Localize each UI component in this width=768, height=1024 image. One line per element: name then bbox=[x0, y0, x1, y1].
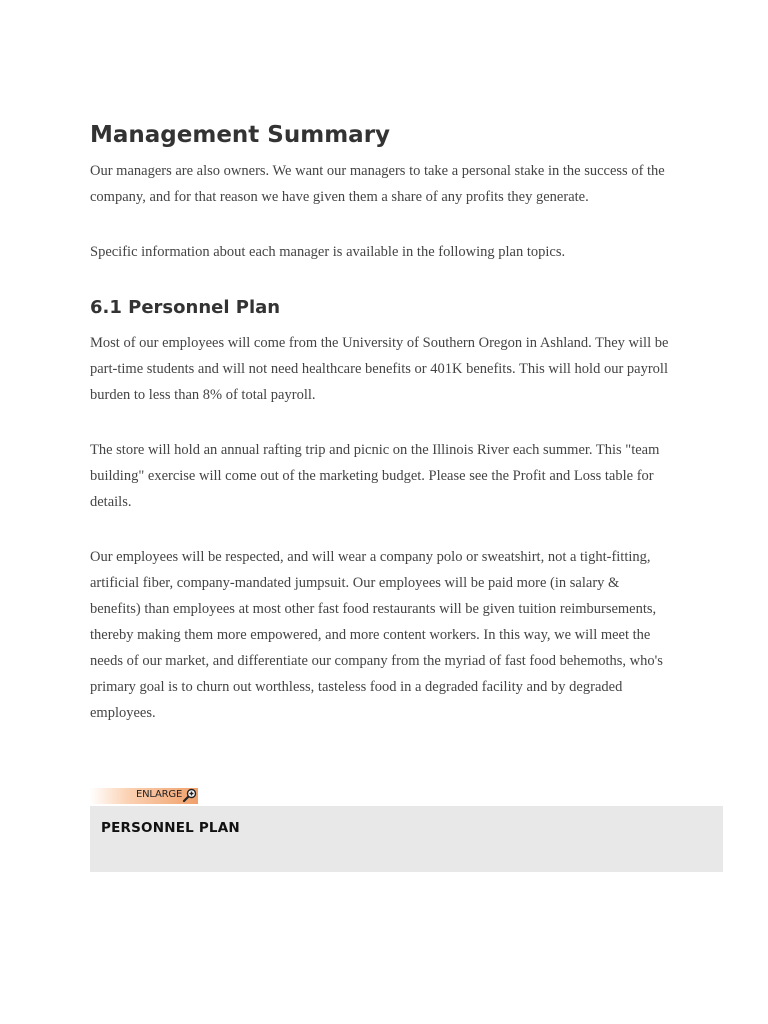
enlarge-button[interactable] bbox=[90, 788, 198, 804]
personnel-plan-table bbox=[90, 806, 723, 872]
subsection-paragraph: The store will hold an annual rafting trip and picnic on the Illinois River each summer. This "team building" exercise will come out of the marketing budget. Please see the Profit and Loss table for details. bbox=[90, 442, 660, 510]
section-paragraph: Our managers are also owners. We want our managers to take a personal stake in the success of the company, and for that reason we have given them a share of any profits they generate. bbox=[90, 163, 665, 205]
subsection-paragraph: Most of our employees will come from the University of Southern Oregon in Ashland. They will be part-time students and will not need healthcare benefits or 401K benefits. This will hold our payroll burden to less than 8% of total payroll. bbox=[90, 335, 669, 403]
table-title: PERSONNEL PLAN bbox=[101, 820, 240, 836]
document-body bbox=[90, 118, 724, 755]
enlarge-label: ENLARGE bbox=[136, 789, 183, 800]
section-paragraph: Specific information about each manager is available in the following plan topics. bbox=[90, 244, 566, 260]
magnifier-plus-icon bbox=[182, 788, 197, 803]
section-title: Management Summary bbox=[90, 122, 391, 148]
subsection-paragraph: Our employees will be respected, and will wear a company polo or sweatshirt, not a tight-fitting, artificial fiber, company-mandated jumpsuit. Our employees will be paid more (in salary & benefits) than employees at most other fast food restaurants will be given tuition reimbursements, thereby making them more empowered, and more content workers. In this way, we will meet the needs of our market, and differentiate our company from the myriad of fast food behemoths, who's primary goal is to churn out worthless, tasteless food in a degraded facility and by degraded employees. bbox=[90, 549, 663, 721]
subsection-title: 6.1 Personnel Plan bbox=[90, 297, 281, 318]
